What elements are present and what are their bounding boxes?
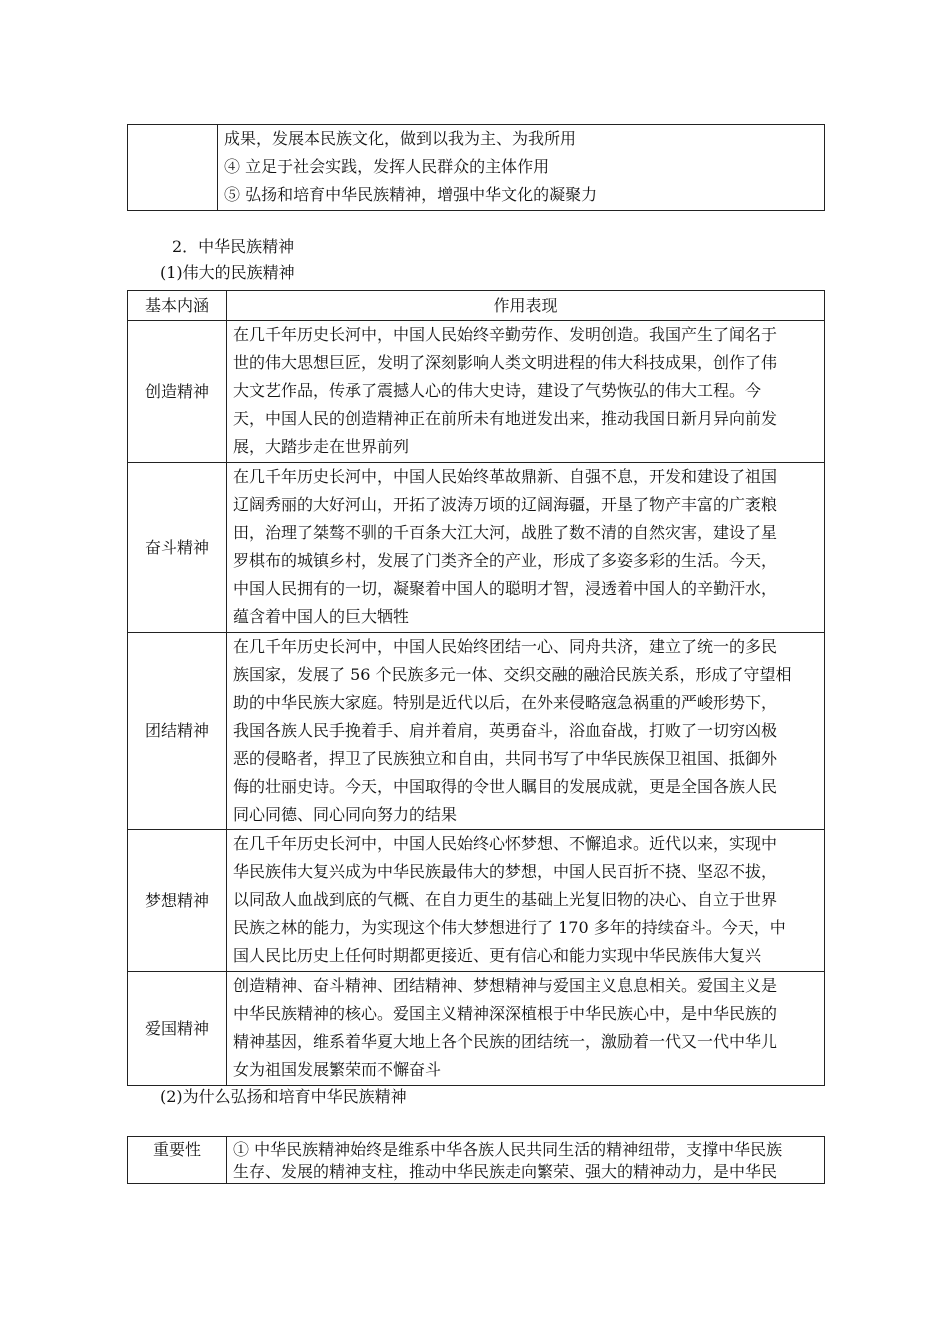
top-table-empty-cell <box>128 125 218 211</box>
content-line: 国人民比历史上任何时期都更接近、更有信心和能力实现中华民族伟大复兴 <box>233 946 762 965</box>
sub1-heading: (1)伟大的民族精神 <box>160 263 295 282</box>
content-line: 田，治理了桀骜不驯的千百条大江大河，战胜了数不清的自然灾害，建设了星 <box>233 523 778 542</box>
row-content-creation <box>227 321 825 463</box>
content-line: 天，中国人民的创造精神正在前所未有地迸发出来，推动我国日新月异向前发 <box>233 409 778 428</box>
row-content-dream <box>227 830 825 972</box>
table-row <box>128 633 825 830</box>
importance-label: 重要性 <box>128 1137 227 1184</box>
row-content-patriotism <box>227 972 825 1086</box>
spirit-table <box>127 290 825 1086</box>
content-line: 生存、发展的精神支柱，推动中华民族走向繁荣、强大的精神动力，是中华民 <box>233 1162 778 1181</box>
row-label-dream: 梦想精神 <box>128 830 227 972</box>
row-label-struggle: 奋斗精神 <box>128 463 227 633</box>
header-role: 作用表现 <box>227 291 825 321</box>
content-line: 侮的壮丽史诗。今天，中国取得的令世人瞩目的发展成就，更是全国各族人民 <box>233 777 778 796</box>
content-line: 展，大踏步走在世界前列 <box>233 437 410 456</box>
row-label-unity: 团结精神 <box>128 633 227 830</box>
content-line: 世的伟大思想巨匠，发明了深刻影响人类文明进程的伟大科技成果，创作了伟 <box>233 353 778 372</box>
table-row <box>128 972 825 1086</box>
table-row <box>128 1137 825 1184</box>
sub2-heading: (2)为什么弘扬和培育中华民族精神 <box>160 1087 407 1106</box>
content-line: 女为祖国发展繁荣而不懈奋斗 <box>233 1060 442 1079</box>
content-line: 族国家，发展了 56 个民族多元一体、交织交融的融洽民族关系，形成了守望相 <box>233 665 792 684</box>
importance-content <box>227 1137 825 1184</box>
content-line: 在几千年历史长河中，中国人民始终团结一心、同舟共济，建立了统一的多民 <box>233 637 778 656</box>
content-line: 恶的侵略者，捍卫了民族独立和自由，共同书写了中华民族保卫祖国、抵御外 <box>233 749 778 768</box>
content-line: 精神基因，维系着华夏大地上各个民族的团结统一，激励着一代又一代中华儿 <box>233 1032 778 1051</box>
table-row <box>128 321 825 463</box>
row-label-patriotism: 爱国精神 <box>128 972 227 1086</box>
row-content-struggle <box>227 463 825 633</box>
content-line: 辽阔秀丽的大好河山，开拓了波涛万顷的辽阔海疆，开垦了物产丰富的广袤粮 <box>233 495 778 514</box>
content-line: 罗棋布的城镇乡村，发展了门类齐全的产业，形成了多姿多彩的生活。今天， <box>233 551 778 570</box>
content-line: 蕴含着中国人的巨大牺牲 <box>233 607 410 626</box>
content-line: ① 中华民族精神始终是维系中华各族人民共同生活的精神纽带，支撑中华民族 <box>233 1140 783 1159</box>
section2-heading: 2．中华民族精神 <box>172 237 295 256</box>
content-line: 在几千年历史长河中，中国人民始终辛勤劳作、发明创造。我国产生了闻名于 <box>233 325 778 344</box>
row-content-unity <box>227 633 825 830</box>
top-line: 成果，发展本民族文化，做到以我为主、为我所用 <box>224 129 577 148</box>
top-line: ⑤ 弘扬和培育中华民族精神，增强中华文化的凝聚力 <box>224 185 598 204</box>
top-table <box>127 124 825 211</box>
content-line: 民族之林的能力，为实现这个伟大梦想进行了 170 多年的持续奋斗。今天，中 <box>233 918 786 937</box>
content-line: 在几千年历史长河中，中国人民始终革故鼎新、自强不息，开发和建设了祖国 <box>233 467 778 486</box>
content-line: 华民族伟大复兴成为中华民族最伟大的梦想，中国人民百折不挠、坚忍不拔， <box>233 862 778 881</box>
content-line: 同心同德、同心同向努力的结果 <box>233 805 458 824</box>
content-line: 在几千年历史长河中，中国人民始终心怀梦想、不懈追求。近代以来，实现中 <box>233 834 778 853</box>
spirit-table-header-row <box>128 291 825 321</box>
row-label-creation: 创造精神 <box>128 321 227 463</box>
content-line: 中国人民拥有的一切，凝聚着中国人的聪明才智，浸透着中国人的辛勤汗水， <box>233 579 778 598</box>
content-line: 大文艺作品，传承了震撼人心的伟大史诗，建设了气势恢弘的伟大工程。今 <box>233 381 762 400</box>
content-line: 创造精神、奋斗精神、团结精神、梦想精神与爱国主义息息相关。爱国主义是 <box>233 976 778 995</box>
content-line: 以同敌人血战到底的气概、在自力更生的基础上光复旧物的决心、自立于世界 <box>233 890 778 909</box>
content-line: 助的中华民族大家庭。特别是近代以后，在外来侵略寇急祸重的严峻形势下， <box>233 693 778 712</box>
table-row <box>128 463 825 633</box>
content-line: 中华民族精神的核心。爱国主义精神深深植根于中华民族心中，是中华民族的 <box>233 1004 778 1023</box>
header-basic-meaning: 基本内涵 <box>128 291 227 321</box>
top-table-content <box>218 125 825 211</box>
content-line: 我国各族人民手挽着手、肩并着肩，英勇奋斗，浴血奋战，打败了一切穷凶极 <box>233 721 778 740</box>
table-row <box>128 830 825 972</box>
importance-table <box>127 1136 825 1184</box>
top-line: ④ 立足于社会实践，发挥人民群众的主体作用 <box>224 157 550 176</box>
